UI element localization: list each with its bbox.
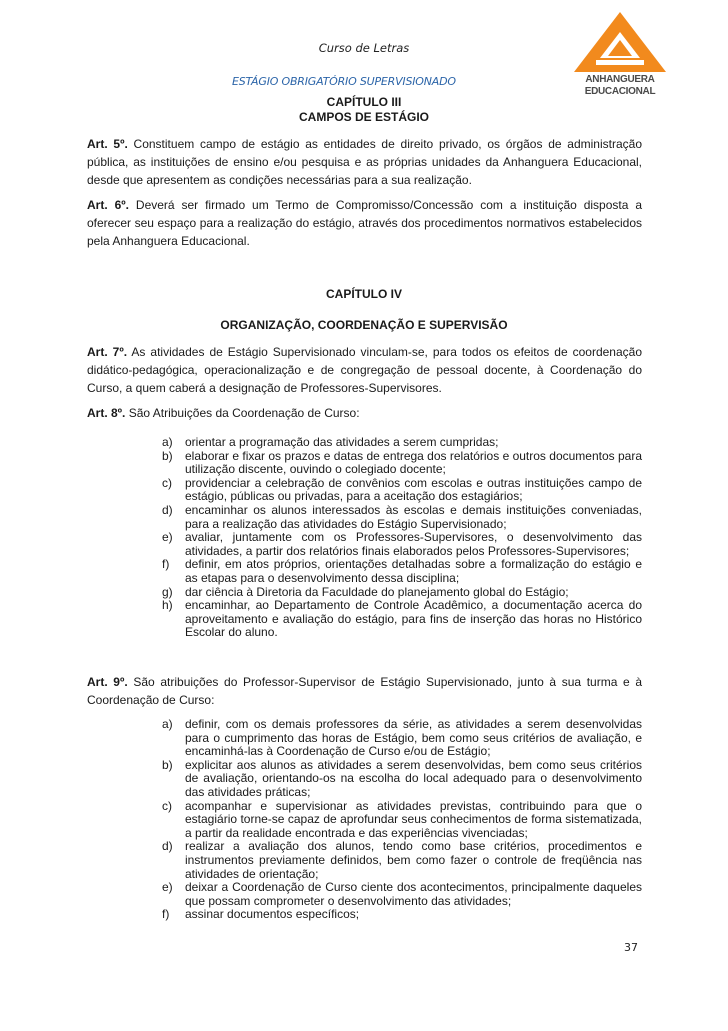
list-item bbox=[158, 718, 642, 759]
list-item bbox=[158, 477, 642, 504]
list-item-text: encaminhar os alunos interessados às escolas e demais instituições conveniadas, para a realização das atividades do Estágio Supervisionado; bbox=[185, 502, 642, 531]
list-item-text: providenciar a celebração de convênios com escolas e outras instituições campo de estágio, públicas ou privadas, para a aceitação dos estagiários; bbox=[185, 475, 642, 504]
article-8-label: Art. 8º. bbox=[87, 406, 126, 420]
list-item-letter: b) bbox=[162, 757, 173, 772]
article-5-label: Art. 5º. bbox=[87, 137, 128, 151]
article-8-list bbox=[158, 436, 642, 640]
list-item-letter: d) bbox=[162, 839, 173, 854]
list-item bbox=[158, 504, 642, 531]
list-item-letter: f) bbox=[162, 557, 170, 572]
article-9-label: Art. 9º. bbox=[87, 675, 128, 689]
list-item bbox=[158, 881, 642, 908]
article-5-text: Constituem campo de estágio as entidades de direito privado, os órgãos de administração pública, as instituições de ensino e/ou pesquisa e as próprias unidades da Anhanguera Educacional, desde que apresentem as condições necessárias para a sua realização. bbox=[87, 137, 642, 187]
list-item bbox=[158, 558, 642, 585]
list-item-text: avaliar, juntamente com os Professores-Supervisores, o desenvolvimento das atividades, a partir dos relatórios finais elaborados pelos Professores-Supervisores; bbox=[185, 530, 642, 558]
article-6-label: Art. 6º. bbox=[87, 198, 129, 212]
list-item-letter: a) bbox=[162, 717, 173, 731]
article-7-text: As atividades de Estágio Supervisionado vinculam-se, para todos os efeitos de coordenação didático-pedagógica, operacionalização e de congregação de pessoal docente, à Coordenação do Curso, a quem caberá a designação de Professores-Supervisores. bbox=[87, 345, 643, 395]
list-item-text: dar ciência à Diretoria da Faculdade do planejamento global do Estágio; bbox=[185, 584, 569, 599]
article-5 bbox=[87, 135, 642, 189]
list-item-letter: c) bbox=[162, 475, 172, 490]
logo-text-line1: ANHANGUERA bbox=[585, 74, 655, 85]
list-item bbox=[158, 599, 642, 640]
stage-subtitle: ESTÁGIO OBRIGATÓRIO SUPERVISIONADO bbox=[232, 75, 456, 88]
list-item-text: definir, em atos próprios, orientações detalhadas sobre a formalização do estágio e as etapas para o desenvolvimento dessa disciplina; bbox=[185, 557, 642, 585]
list-item-letter: f) bbox=[162, 907, 170, 922]
article-8 bbox=[87, 404, 642, 422]
article-9 bbox=[87, 673, 642, 709]
list-item-letter: e) bbox=[162, 530, 173, 545]
anhanguera-logo bbox=[566, 10, 674, 102]
list-item-text: realizar a avaliação dos alunos, tendo como base critérios, procedimentos e instrumentos previamente definidos, bem como fazer o controle de freqüência nas atividades de orientação; bbox=[185, 839, 642, 881]
list-item-text: acompanhar e supervisionar as atividades previstas, contribuindo para que o estagiário torne-se capaz de aprofundar seus conhecimentos de forma sistematizada, a partir da realidade encontrada e das experiências vivenciadas; bbox=[185, 798, 642, 840]
chapter3-title: CAMPOS DE ESTÁGIO bbox=[298, 110, 429, 124]
triangle-logo-icon bbox=[566, 10, 674, 74]
chapter4-title: ORGANIZAÇÃO, COORDENAÇÃO E SUPERVISÃO bbox=[220, 318, 508, 332]
article-9-text: São atribuições do Professor-Supervisor de Estágio Supervisionado, junto à sua turma e à Coordenação de Curso: bbox=[87, 675, 643, 707]
list-item bbox=[158, 450, 642, 477]
article-7 bbox=[87, 343, 642, 397]
list-item-letter: h) bbox=[162, 598, 173, 613]
list-item-text: assinar documentos específicos; bbox=[185, 907, 360, 922]
chapter3-label: CAPÍTULO III bbox=[326, 95, 402, 109]
article-6-text: Deverá ser firmado um Termo de Compromisso/Concessão com a instituição disposta a oferecer seu espaço para a realização do estágio, através dos procedimentos normativos estabelecidos pela Anhanguera Educacional. bbox=[87, 198, 642, 248]
list-item-letter: b) bbox=[162, 448, 173, 463]
list-item-text: explicitar aos alunos as atividades a serem desenvolvidas, bem como seus critérios de avaliação, orientando-os na escolha do local adequado para o desenvolvimento das atividades práticas; bbox=[185, 757, 642, 799]
list-item-letter: g) bbox=[162, 584, 173, 599]
course-header: Curso de Letras bbox=[318, 41, 410, 55]
list-item-text: orientar a programação das atividades a serem cumpridas; bbox=[185, 435, 499, 449]
article-9-list bbox=[158, 718, 642, 922]
article-7-label: Art. 7º. bbox=[87, 345, 128, 359]
logo-text-line2: EDUCACIONAL bbox=[584, 86, 656, 97]
list-item bbox=[158, 586, 642, 600]
page-number: 37 bbox=[624, 941, 638, 954]
list-item bbox=[158, 436, 642, 450]
chapter4-label: CAPÍTULO IV bbox=[325, 287, 402, 301]
list-item-text: elaborar e fixar os prazos e datas de entrega dos relatórios e outros documentos para utilização discente, ouvindo o colegiado docente; bbox=[185, 448, 642, 477]
list-item bbox=[158, 840, 642, 881]
list-item-text: deixar a Coordenação de Curso ciente dos acontecimentos, principalmente daqueles que possam comprometer o desenvolvimento das atividades; bbox=[185, 880, 642, 908]
article-6 bbox=[87, 196, 642, 250]
list-item-letter: c) bbox=[162, 798, 172, 813]
list-item-letter: e) bbox=[162, 880, 173, 895]
list-item-letter: d) bbox=[162, 502, 173, 517]
list-item bbox=[158, 531, 642, 558]
list-item-text: encaminhar, ao Departamento de Controle Acadêmico, a documentação acerca do aproveitamento e avaliação do estágio, para fins de inserção das horas no Histórico Escolar do aluno. bbox=[185, 598, 642, 640]
list-item bbox=[158, 908, 642, 922]
list-item-text: definir, com os demais professores da série, as atividades a serem desenvolvidas para o cumprimento das horas de Estágio, bem como seus critérios de avaliação, e encaminhá-las à Coordenação de Curso e/ou de Estágio; bbox=[185, 717, 642, 759]
article-8-text: São Atribuições da Coordenação de Curso: bbox=[128, 406, 360, 420]
list-item-letter: a) bbox=[162, 435, 173, 449]
list-item bbox=[158, 800, 642, 841]
list-item bbox=[158, 759, 642, 800]
